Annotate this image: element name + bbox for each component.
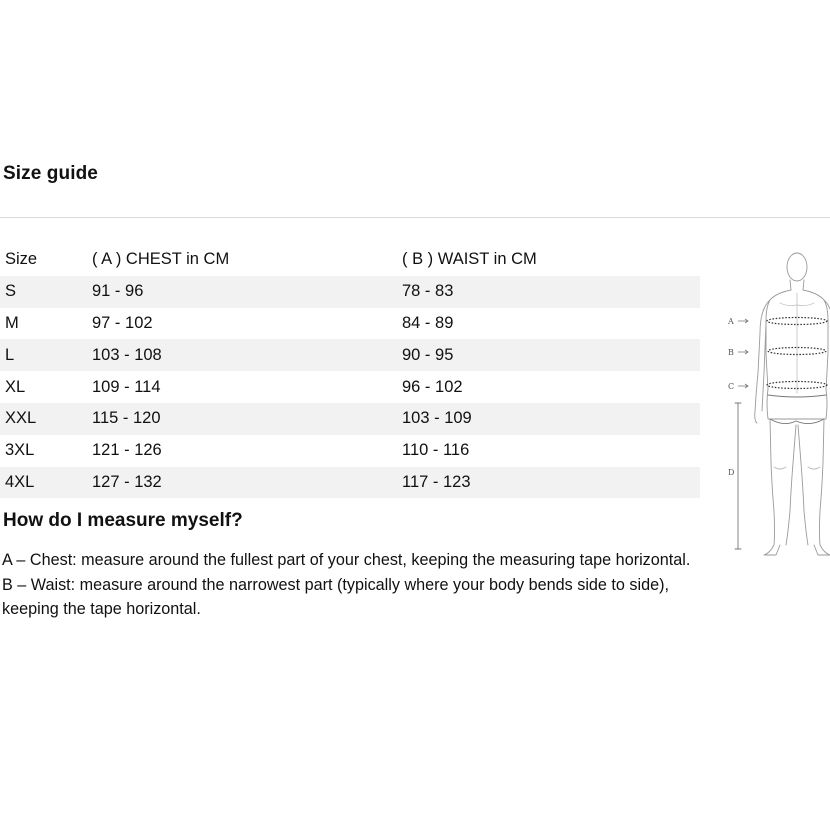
cell-size: S — [5, 282, 17, 301]
cell-size: L — [5, 345, 15, 364]
cell-waist: 84 - 89 — [402, 313, 454, 332]
figure-label-a: A — [728, 317, 734, 326]
figure-label-b: B — [728, 348, 734, 357]
page-title: Size guide — [3, 163, 98, 184]
cell-size: 3XL — [5, 441, 35, 460]
header-chest: ( A ) CHEST in CM — [92, 250, 230, 269]
body-outline-illustration — [724, 243, 830, 563]
table-header-row — [0, 244, 700, 276]
cell-waist: 90 - 95 — [402, 345, 454, 364]
table-row — [0, 339, 700, 371]
table-row — [0, 276, 700, 308]
cell-waist: 78 - 83 — [402, 282, 454, 301]
body-measurement-figure — [724, 243, 830, 563]
cell-waist: 103 - 109 — [402, 409, 472, 428]
figure-label-d: D — [728, 468, 735, 477]
chest-instruction: A – Chest: measure around the fullest part of your chest, keeping the measuring tape horizontal. — [2, 551, 691, 569]
table-row — [0, 435, 700, 467]
cell-size: XL — [5, 377, 26, 396]
cell-waist: 110 - 116 — [402, 441, 470, 460]
figure-label-c: C — [728, 382, 735, 391]
measure-instructions — [2, 548, 692, 622]
table-row — [0, 403, 700, 435]
table-row — [0, 308, 700, 340]
cell-chest: 121 - 126 — [92, 441, 162, 460]
cell-chest: 103 - 108 — [92, 345, 162, 364]
table-row — [0, 371, 700, 403]
cell-chest: 115 - 120 — [92, 409, 161, 428]
size-table — [0, 244, 700, 498]
cell-chest: 97 - 102 — [92, 313, 153, 332]
cell-waist: 117 - 123 — [402, 472, 471, 491]
cell-waist: 96 - 102 — [402, 377, 463, 396]
measure-heading: How do I measure myself? — [3, 510, 243, 531]
cell-size: M — [5, 313, 19, 332]
table-row — [0, 467, 700, 499]
header-waist: ( B ) WAIST in CM — [402, 250, 537, 269]
header-size: Size — [5, 250, 38, 269]
cell-chest: 127 - 132 — [92, 472, 162, 491]
title-divider — [0, 217, 830, 218]
cell-chest: 109 - 114 — [92, 377, 161, 396]
cell-chest: 91 - 96 — [92, 282, 144, 301]
cell-size: 4XL — [5, 472, 35, 491]
cell-size: XXL — [5, 409, 37, 428]
waist-instruction: B – Waist: measure around the narrowest part (typically where your body bends side to side), keeping the tape horizontal. — [2, 575, 670, 618]
